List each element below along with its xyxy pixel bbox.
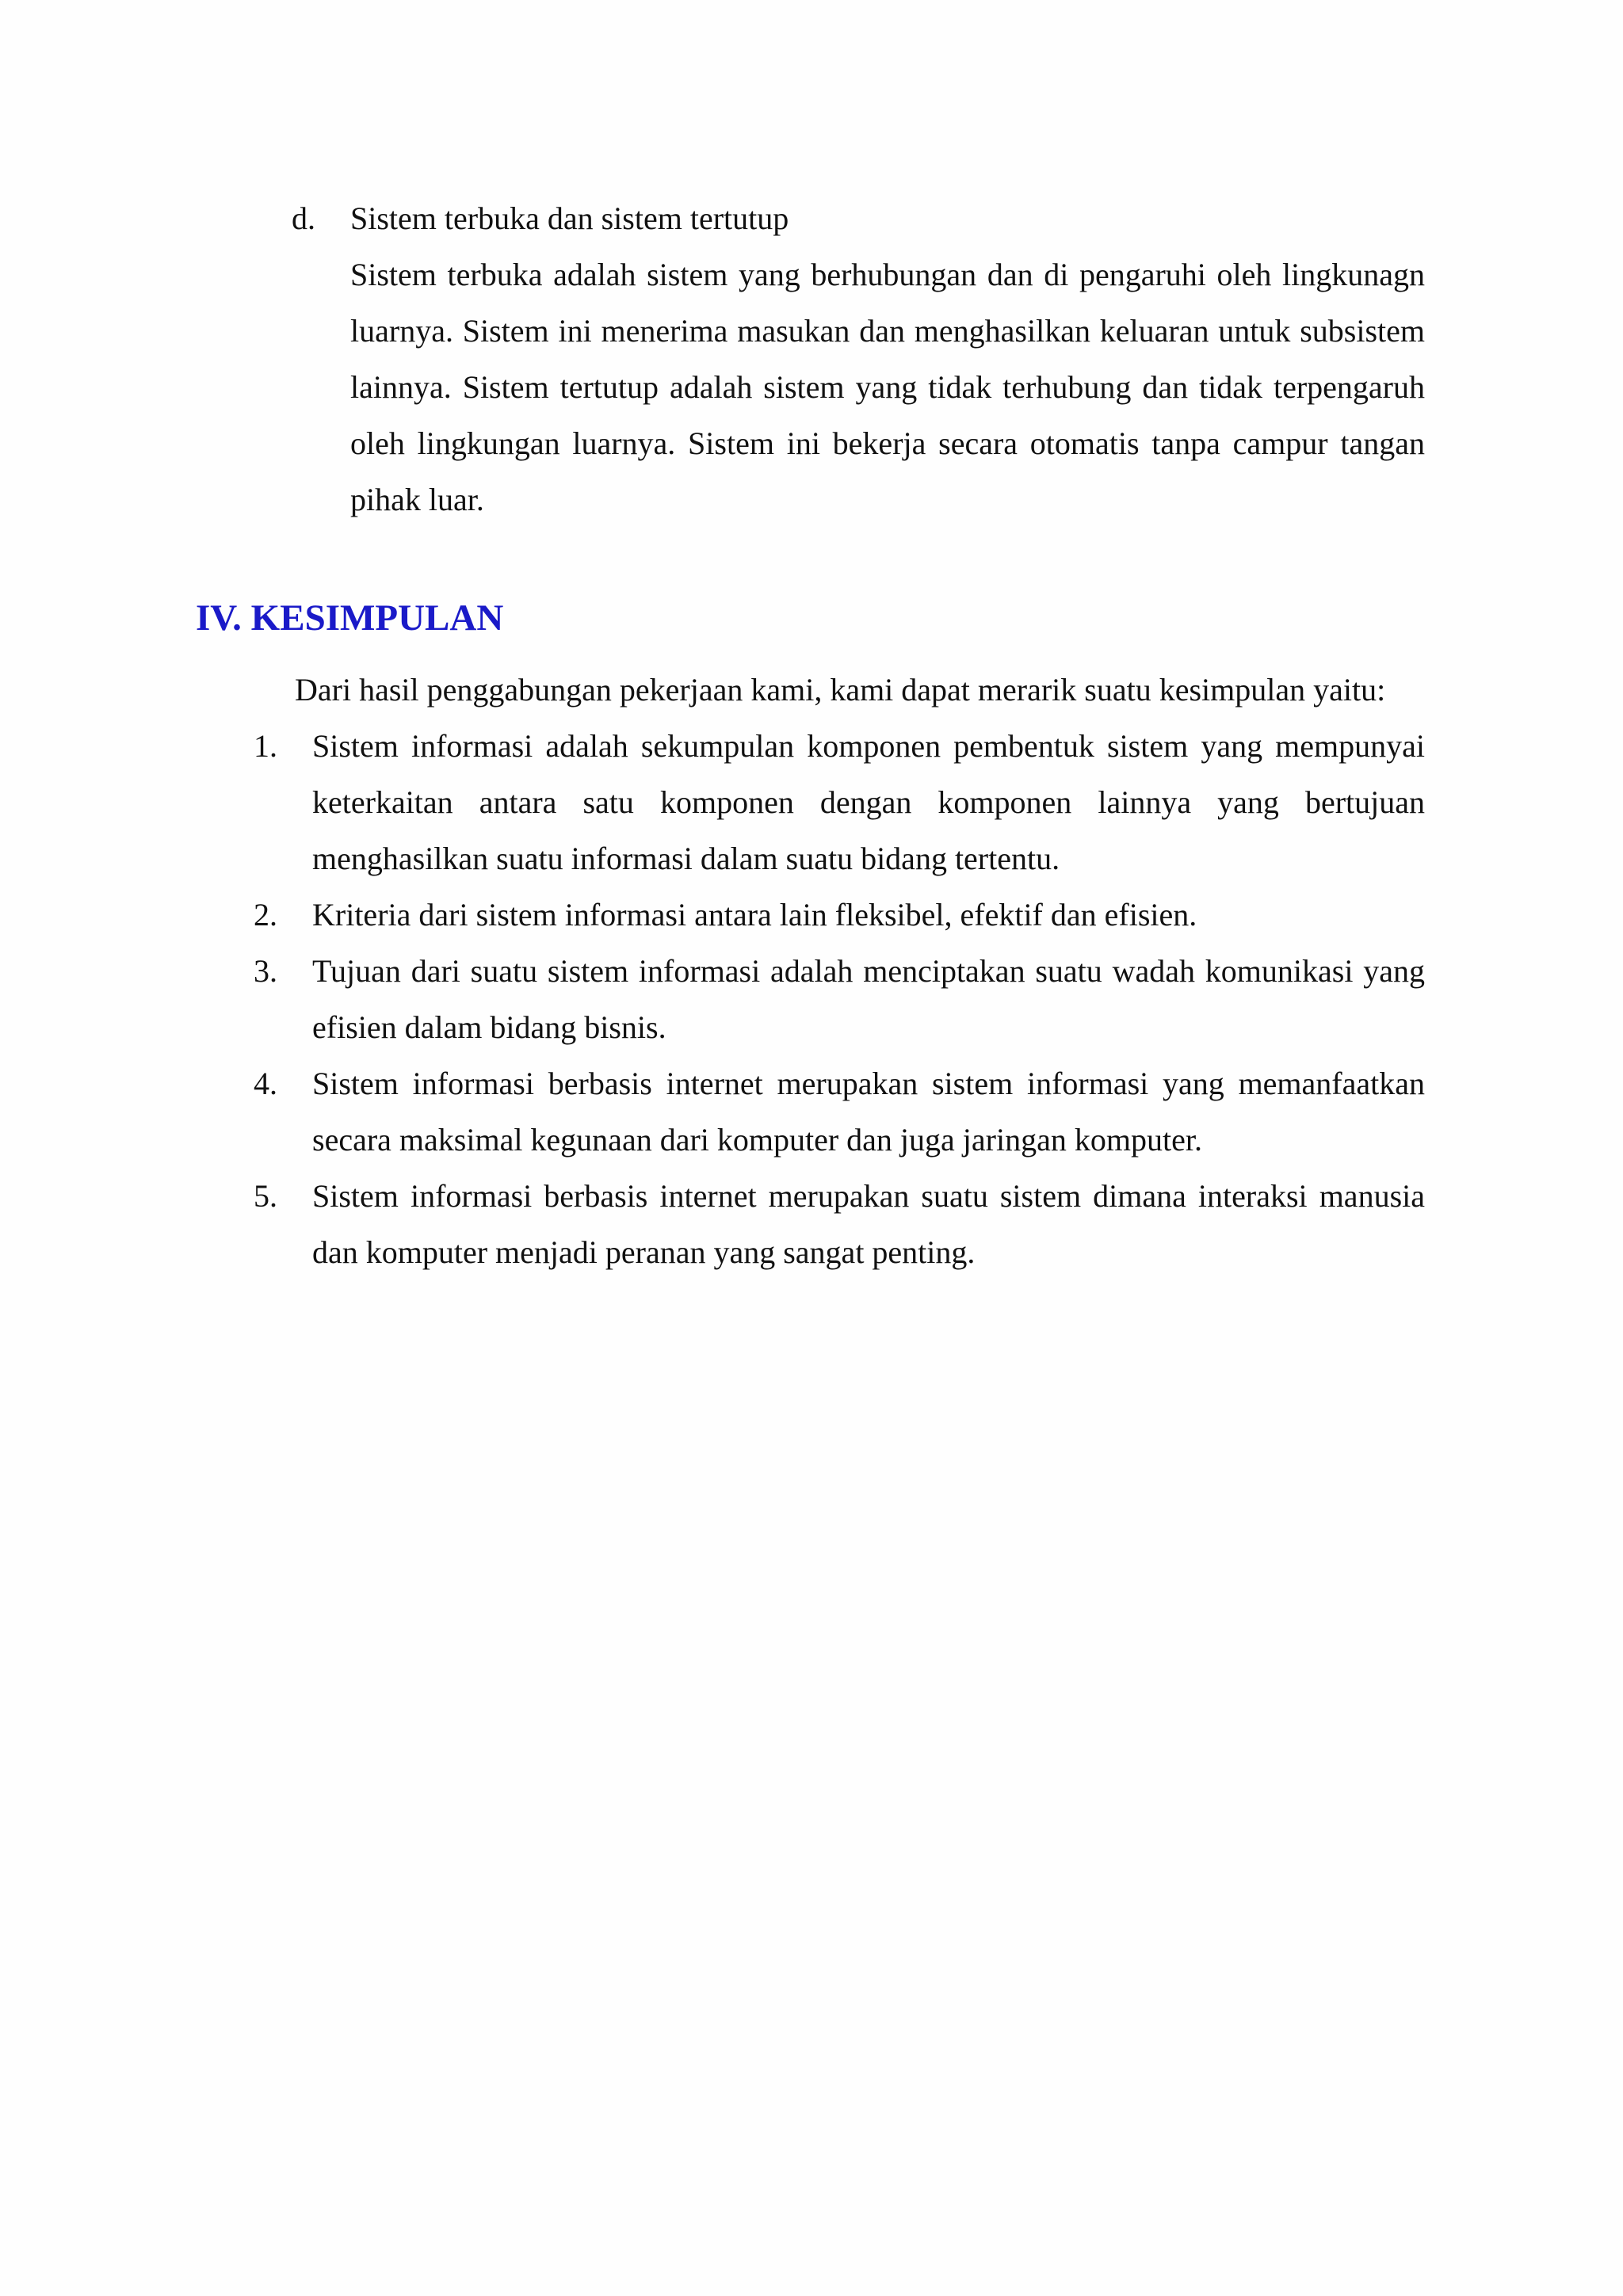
section-heading: IV. KESIMPULAN	[196, 597, 504, 639]
list-item	[254, 718, 1425, 887]
list-item-text: Kriteria dari sistem informasi antara lain fleksibel, efektif dan efisien.	[312, 897, 1197, 933]
list-item	[254, 1055, 1425, 1168]
subsection-body: Sistem terbuka adalah sistem yang berhubungan dan di pengaruhi oleh lingkunagn luarnya. Sistem ini menerima masukan dan menghasilkan keluaran untuk subsistem lainnya. Sistem tertutup adalah sistem yang tidak terhubung dan tidak terpengaruh oleh lingkungan luarnya. Sistem ini bekerja secara otomatis tanpa campur tangan pihak luar.	[350, 257, 1425, 517]
list-item-number: 2.	[254, 897, 277, 933]
section-intro: Dari hasil penggabungan pekerjaan kami, kami dapat merarik suatu kesimpulan yaitu:	[295, 672, 1386, 707]
subsection-marker: d.	[292, 200, 315, 236]
list-item-text: Sistem informasi berbasis internet merupakan suatu sistem dimana interaksi manusia dan komputer menjadi peranan yang sangat penting.	[312, 1178, 1425, 1270]
list-item-text: Sistem informasi adalah sekumpulan komponen pembentuk sistem yang mempunyai keterkaitan antara satu komponen dengan komponen lainnya yang bertujuan menghasilkan suatu informasi dalam suatu bidang tertentu.	[312, 728, 1425, 876]
conclusion-list	[254, 718, 1425, 1280]
list-item-number: 5.	[254, 1178, 277, 1214]
list-item	[254, 943, 1425, 1055]
list-item-number: 1.	[254, 728, 277, 764]
list-item	[254, 1168, 1425, 1280]
list-item-text: Tujuan dari suatu sistem informasi adalah menciptakan suatu wadah komunikasi yang efisien dalam bidang bisnis.	[312, 953, 1425, 1045]
subsection-title: Sistem terbuka dan sistem tertutup	[350, 200, 789, 236]
list-item-number: 4.	[254, 1066, 277, 1101]
list-item-text: Sistem informasi berbasis internet merupakan sistem informasi yang memanfaatkan secara maksimal kegunaan dari komputer dan juga jaringan komputer.	[312, 1066, 1425, 1158]
list-item	[254, 887, 1425, 943]
list-item-number: 3.	[254, 953, 277, 989]
